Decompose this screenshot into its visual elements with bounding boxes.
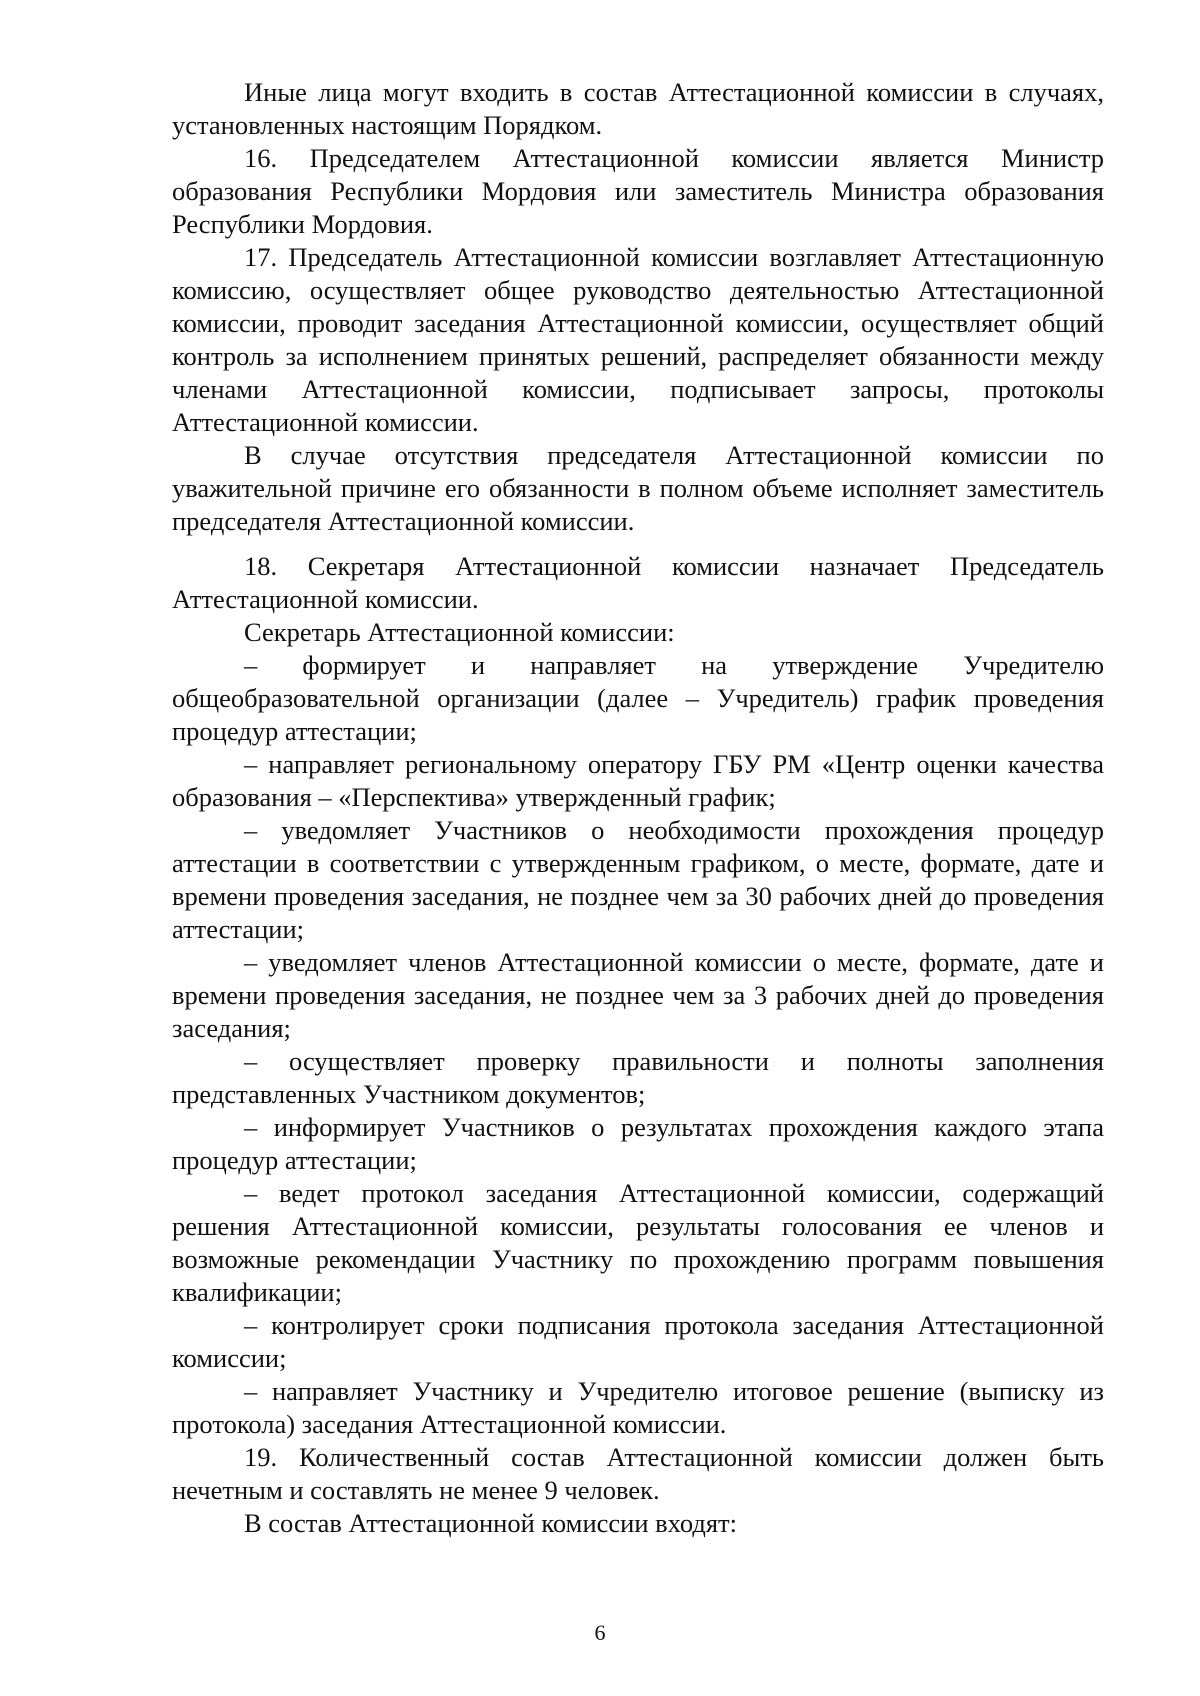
list-item-final-decision: – направляет Участнику и Учредителю итоговое решение (выписку из протокола) заседания Аттестационной комиссии. [172,1376,1104,1439]
list-item-notify-participants: – уведомляет Участников о необходимости прохождения процедур аттестации в соответствии с утвержденным графиком, о месте, формате, дате и времени проведения заседания, не позднее чем за 30 рабочих дней до проведения аттестации; [172,815,1104,944]
list-item-inform-results: – информирует Участников о результатах прохождения каждого этапа процедур аттестации; [172,1112,1104,1175]
list-item-regional-operator: – направляет региональному оператору ГБУ РМ «Центр оценки качества образования – «Перспектива» утвержденный график; [172,749,1104,812]
page-number: 6 [594,1620,606,1645]
document-body [172,76,1104,1540]
paragraph-other-persons: Иные лица могут входить в состав Аттестационной комиссии в случаях, установленных настоящим Порядком. [172,77,1104,140]
paragraph-16-chairman: 16. Председателем Аттестационной комиссии является Министр образования Республики Мордовия или заместитель Министра образования Республики Мордовия. [172,143,1104,239]
list-item-control-deadlines: – контролирует сроки подписания протокола заседания Аттестационной комиссии; [172,1310,1104,1373]
paragraph-composition-intro: В состав Аттестационной комиссии входят: [244,1508,737,1538]
paragraph-19-composition: 19. Количественный состав Аттестационной комиссии должен быть нечетным и составлять не менее 9 человек. [172,1442,1104,1505]
paragraph-secretary-intro: Секретарь Аттестационной комиссии: [244,617,675,647]
paragraph-chairman-absence: В случае отсутствия председателя Аттестационной комиссии по уважительной причине его обязанности в полном объеме исполняет заместитель председателя Аттестационной комиссии. [172,440,1104,536]
list-item-check-documents: – осуществляет проверку правильности и полноты заполнения представленных Участником документов; [172,1046,1104,1109]
list-item-notify-members: – уведомляет членов Аттестационной комиссии о месте, формате, дате и времени проведения заседания, не позднее чем за 3 рабочих дней до проведения заседания; [172,947,1104,1043]
paragraph-17-chairman-duties: 17. Председатель Аттестационной комиссии возглавляет Аттестационную комиссию, осуществляет общее руководство деятельностью Аттестационной комиссии, проводит заседания Аттестационной комиссии, осуществляет общий контроль за исполнением принятых решений, распределяет обязанности между членами Аттестационной комиссии, подписывает запросы, протоколы Аттестационной комиссии. [172,242,1104,437]
list-item-protocol: – ведет протокол заседания Аттестационной комиссии, содержащий решения Аттестационной комиссии, результаты голосования ее членов и возможные рекомендации Участнику по прохождению программ повышения квалификации; [172,1178,1104,1307]
list-item-schedule: – формирует и направляет на утверждение Учредителю общеобразовательной организации (далее – Учредитель) график проведения процедур аттестации; [172,650,1104,746]
paragraph-18-secretary: 18. Секретаря Аттестационной комиссии назначает Председатель Аттестационной комиссии. [172,551,1104,614]
